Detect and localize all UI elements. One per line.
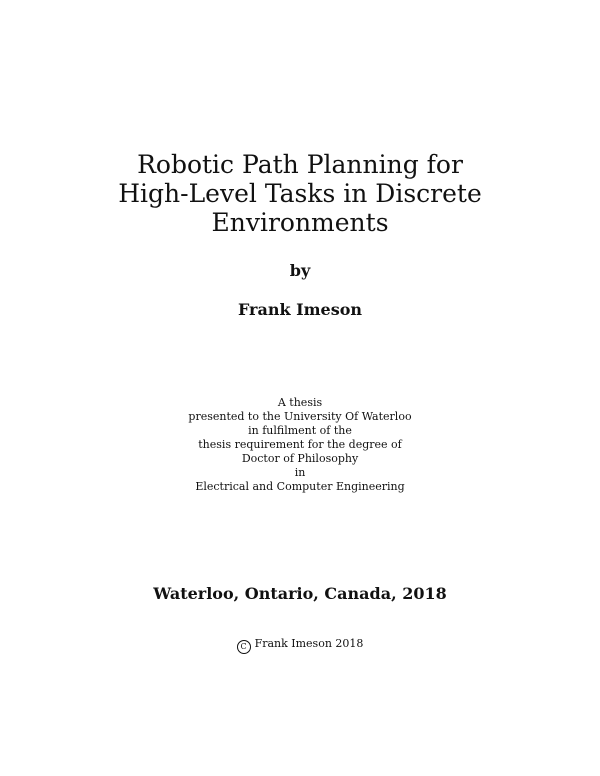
- thesis-title: [0, 150, 600, 237]
- author-name: Frank Imeson: [237, 300, 363, 319]
- by-label: by: [289, 261, 311, 280]
- thesis-line-7: Electrical and Computer Engineering: [195, 480, 405, 493]
- thesis-line-5: Doctor of Philosophy: [241, 452, 359, 465]
- copyright-icon: C: [237, 640, 251, 654]
- thesis-line-1: A thesis: [277, 396, 323, 409]
- thesis-line-4: thesis requirement for the degree of: [198, 438, 402, 451]
- thesis-line-6: in: [294, 466, 306, 479]
- copyright-notice: [0, 637, 600, 654]
- title-line-1: Robotic Path Planning for: [137, 150, 463, 179]
- thesis-line-2: presented to the University Of Waterloo: [188, 410, 412, 423]
- copyright-text: Frank Imeson 2018: [254, 637, 364, 650]
- thesis-statement: [0, 396, 600, 494]
- title-line-2: High-Level Tasks in Discrete: [118, 179, 482, 208]
- thesis-line-3: in fulfilment of the: [248, 424, 352, 437]
- place-and-year: Waterloo, Ontario, Canada, 2018: [153, 584, 447, 603]
- title-line-3: Environments: [211, 208, 389, 237]
